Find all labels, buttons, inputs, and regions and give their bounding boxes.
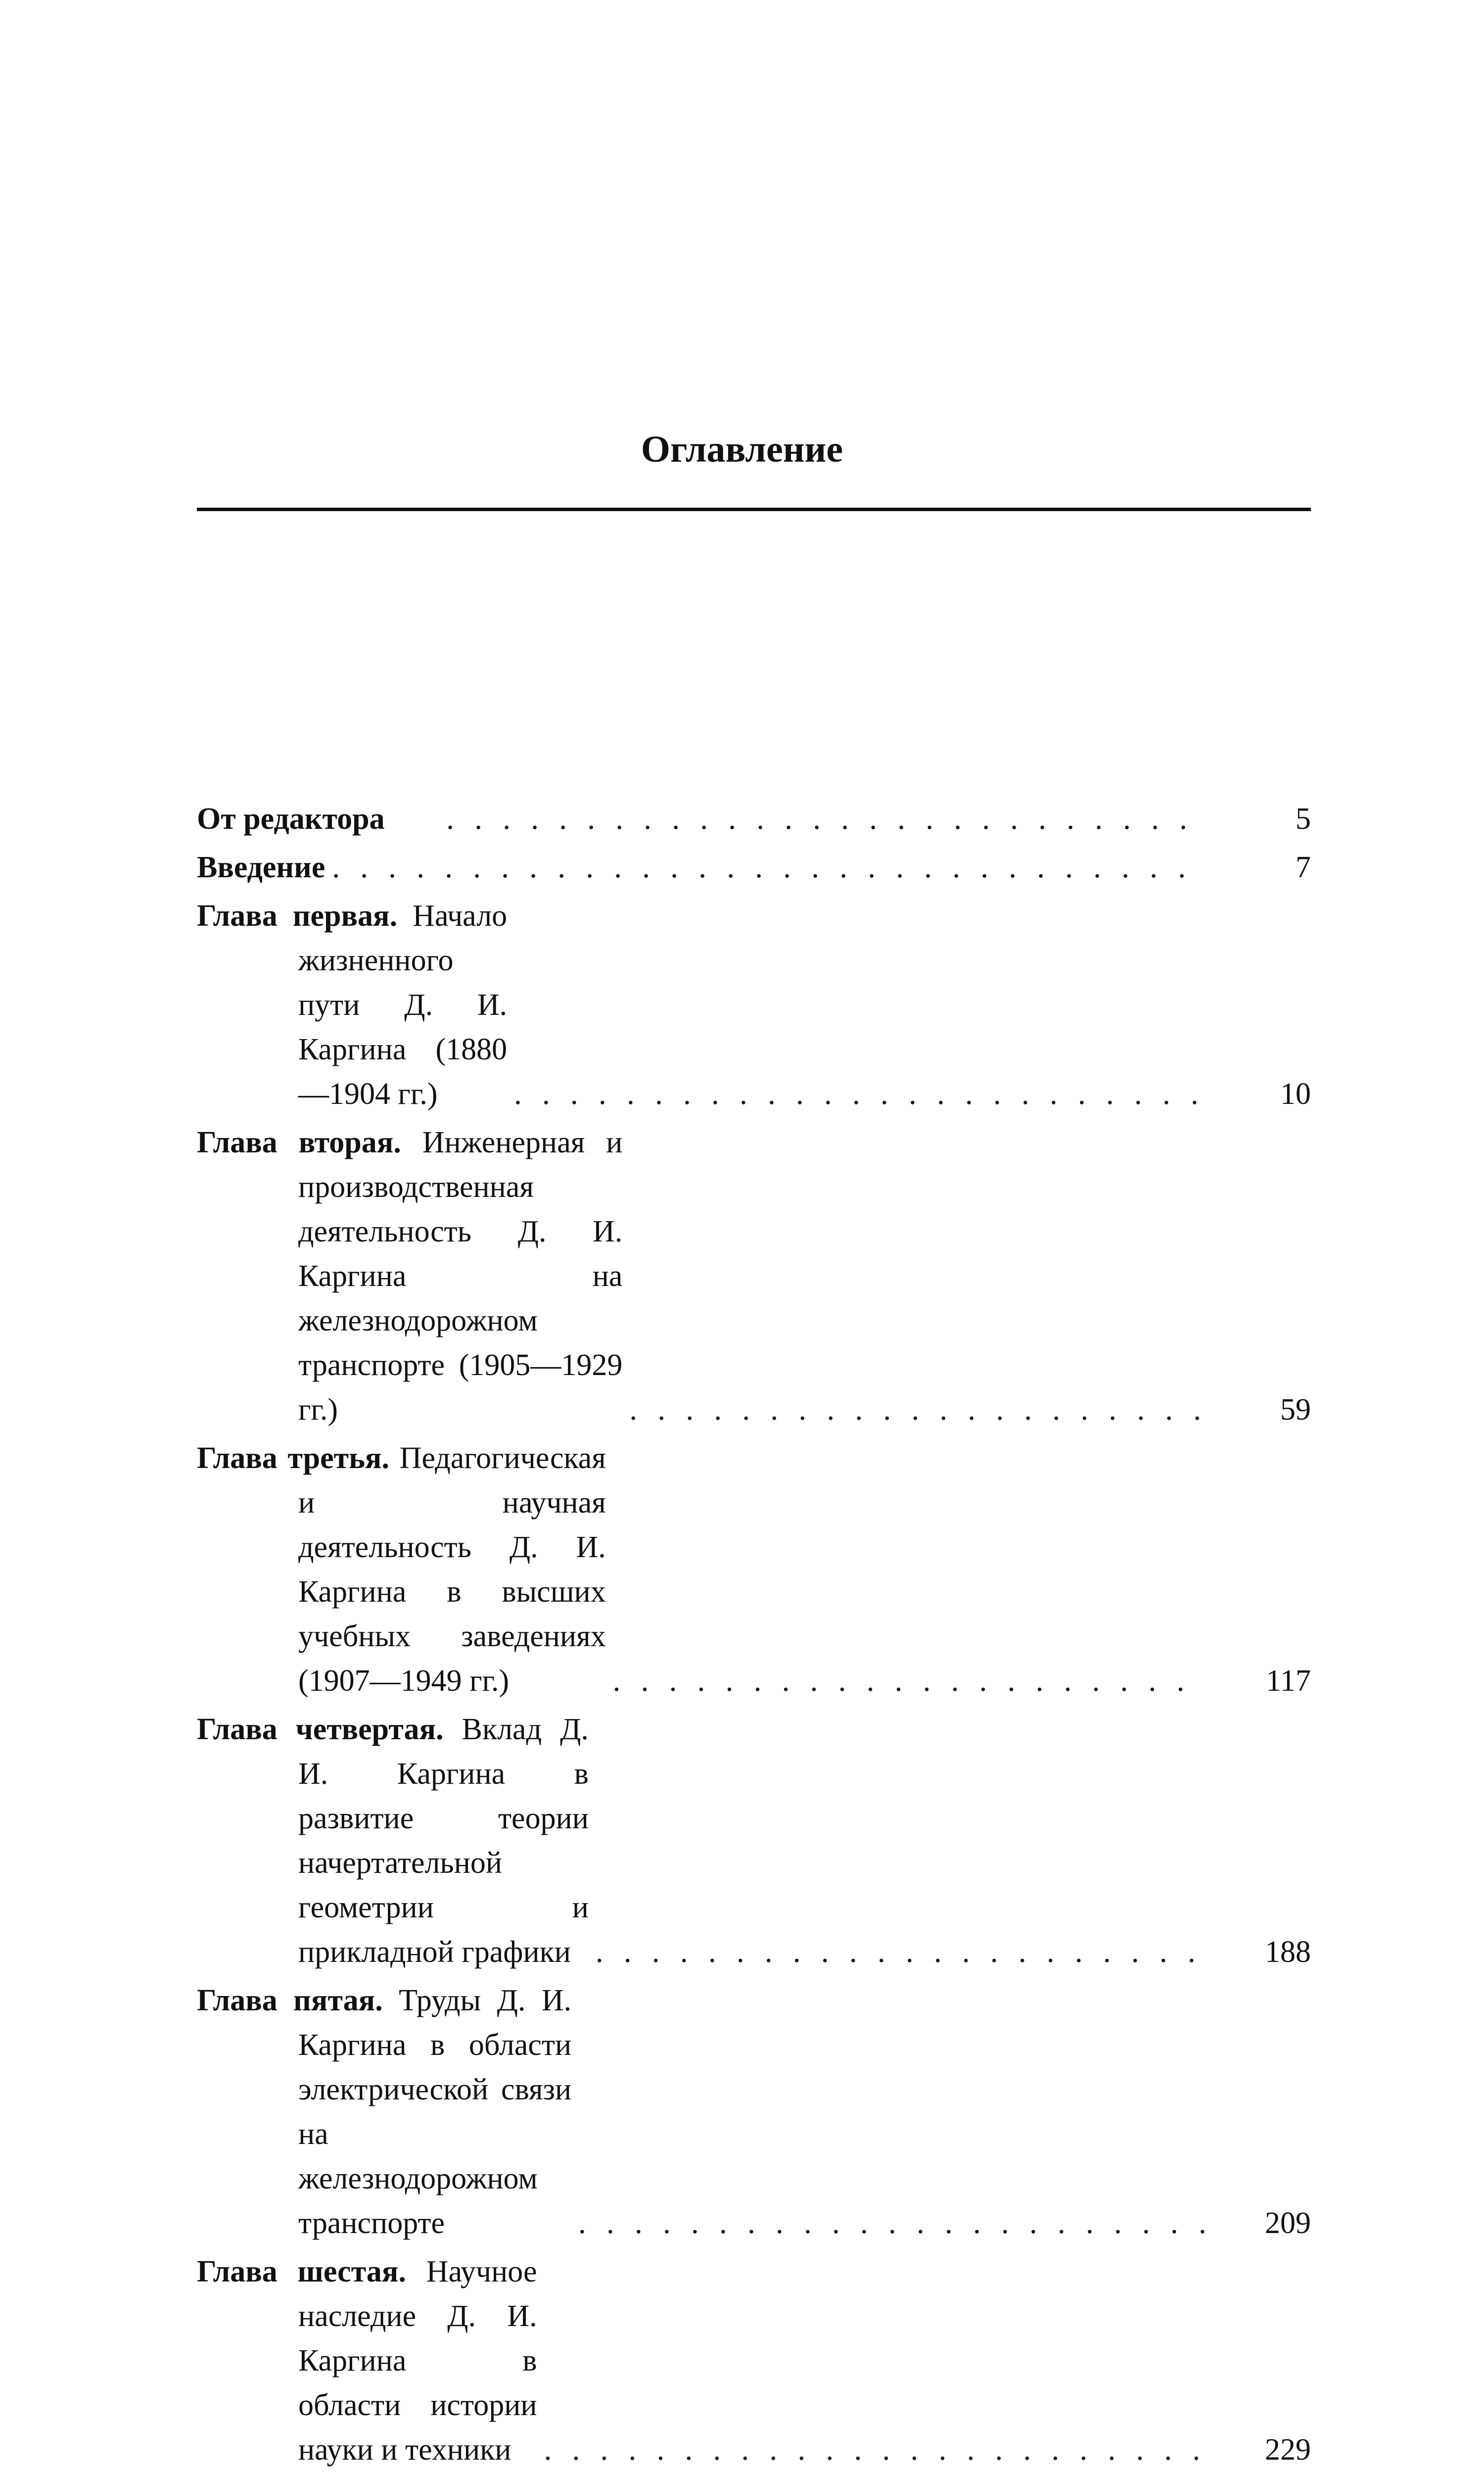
toc-page-number: 229 [1265, 2433, 1311, 2467]
toc-entry[interactable] [197, 797, 1311, 841]
toc-entry-label: От редактора [197, 802, 385, 836]
toc-page-number: 5 [1296, 802, 1311, 836]
toc-page-number: 7 [1296, 851, 1311, 884]
dot-leader [571, 2201, 1205, 2245]
toc-entry-text: Инженерная и производственная деятельность Д. И. Каргина на железнодорожном транспорте (1905—1929 гг.) [298, 1126, 623, 1427]
toc-page-number: 188 [1265, 1935, 1311, 1969]
toc-entry[interactable] [197, 894, 1311, 1116]
toc-entry[interactable] [197, 1707, 1311, 1974]
toc-entry[interactable] [197, 845, 1311, 890]
dot-leader [439, 797, 1205, 841]
toc-page-number: 59 [1280, 1393, 1311, 1427]
toc-entry[interactable] [197, 1120, 1311, 1432]
toc-page-number: 10 [1280, 1077, 1311, 1111]
toc-entry-text: Начало жизненного пути Д. И. Каргина (1880—1904 гг.) [298, 899, 508, 1111]
dot-leader [507, 1072, 1205, 1116]
toc-entry-text: Научное наследие Д. И. Каргина в области истории науки и техники [298, 2255, 537, 2467]
dot-leader [589, 1930, 1205, 1974]
toc-entry-label: Глава первая. [197, 899, 398, 933]
dot-leader [622, 1387, 1205, 1432]
toc-entry-label: Глава третья. [197, 1441, 389, 1475]
toc-entry-label: Глава вторая. [197, 1126, 401, 1159]
toc-page-number: 117 [1266, 1664, 1311, 1698]
toc-entry-label: Глава шестая. [197, 2255, 406, 2288]
toc-entry[interactable] [197, 1436, 1311, 1703]
toc-entry-text: Труды Д. И. Каргина в области электрической связи на железнодорожном транспорте [298, 1984, 572, 2240]
toc-entry[interactable] [197, 2249, 1311, 2472]
table-of-contents [197, 797, 1311, 2474]
dot-leader [325, 845, 1205, 890]
dot-leader [606, 1659, 1205, 1703]
toc-entry[interactable] [197, 1978, 1311, 2245]
toc-entry-text: Педагогическая и научная деятельность Д. И. Каргина в высших учебных заведениях (1907—1949 гг.) [298, 1441, 606, 1698]
toc-entry-label: Глава четвертая. [197, 1713, 444, 1746]
toc-entry-text: Вклад Д. И. Каргина в развитие теории начертательной геометрии и прикладной графики [298, 1713, 589, 1969]
dot-leader [537, 2427, 1205, 2472]
page-title: Оглавление [641, 428, 843, 470]
toc-page-number: 209 [1265, 2206, 1311, 2240]
title-divider [197, 508, 1311, 511]
toc-entry-label: Глава пятая. [197, 1984, 383, 2017]
toc-entry-label: Введение [197, 851, 325, 884]
